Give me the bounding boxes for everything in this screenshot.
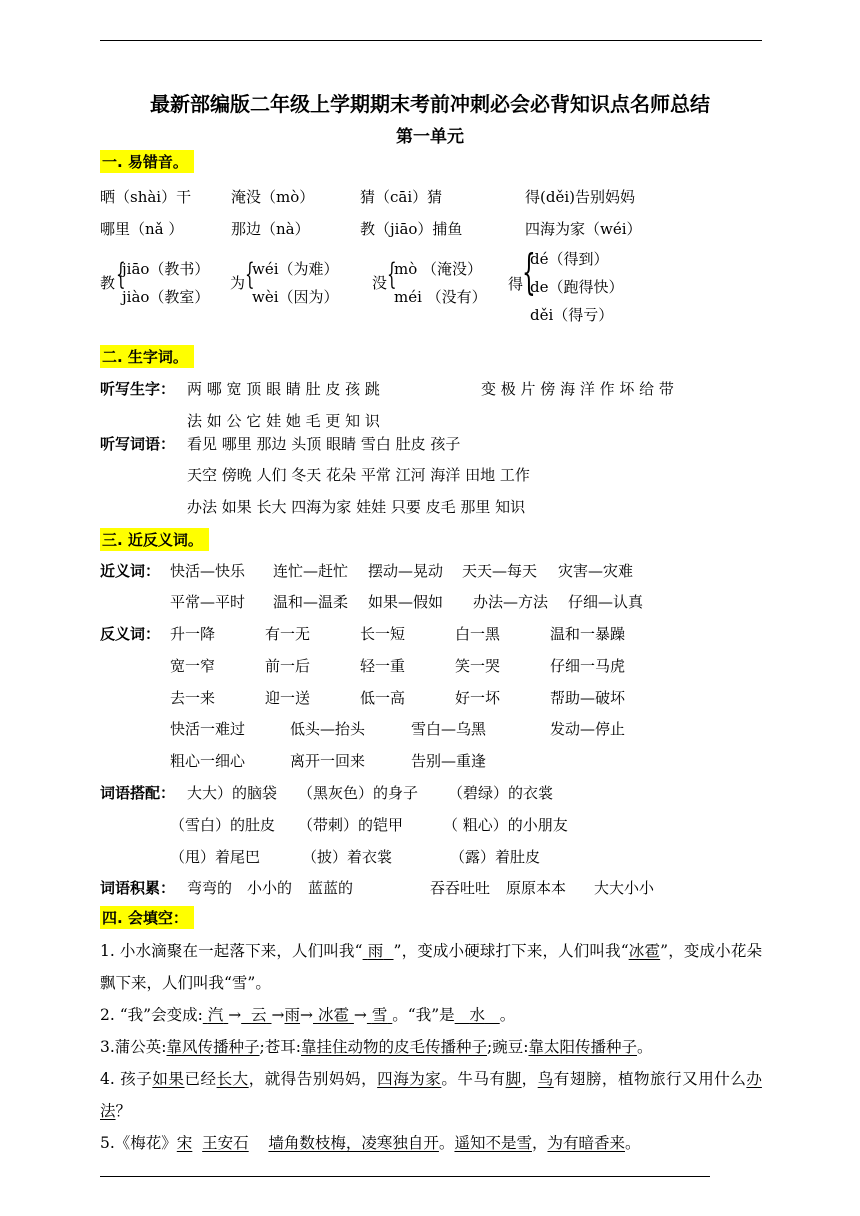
footer-rule <box>100 1176 710 1177</box>
section-heading-2: 二. 生字词。 <box>100 345 194 368</box>
fill-answer: 水 <box>469 1006 485 1024</box>
fill-text: 5.《梅花》 <box>100 1134 177 1152</box>
word-pair: 灾害—灾难 <box>558 562 634 580</box>
fill-answer: 墙角数枝梅，凌寒独自开 <box>268 1134 439 1152</box>
arrow-icon: → <box>300 1006 314 1024</box>
phrase: 大大）的脑袋 <box>187 784 278 802</box>
arrow-icon: → <box>228 1006 242 1024</box>
fill-text: ，就得告别妈妈， <box>248 1070 378 1088</box>
word: 小小的 <box>247 879 293 897</box>
pinyin-item: 猜（cāi）猜 <box>360 188 443 206</box>
fill-text: 。 <box>499 1006 516 1024</box>
fill-answer: 宋 <box>176 1134 193 1152</box>
ciyu-words: 看见 哪里 那边 头顶 眼睛 雪白 肚皮 孩子 <box>187 435 461 453</box>
pinyin-item: 淹没（mò） <box>231 188 315 206</box>
fill-answer: 汽 <box>207 1006 224 1024</box>
fill-answer: 王安石 <box>202 1134 249 1152</box>
fill-answer: 为有暗香来 <box>547 1134 625 1152</box>
word-pair: 升一降 <box>170 625 216 643</box>
phrase: （ 粗心）的小朋友 <box>443 816 568 834</box>
poly-char: 为 <box>230 274 246 292</box>
poly-char: 没 <box>372 274 388 292</box>
word-pair: 发动—停止 <box>550 720 626 738</box>
pinyin-item: 教（jiāo）捕鱼 <box>360 220 463 238</box>
fill-text: 4. 孩子 <box>100 1070 153 1088</box>
fill-text: ”，变成小硬球打下来，人们叫我“ <box>393 942 629 960</box>
jinyi-label: 近义词： <box>100 562 161 580</box>
word-pair: 平常—平时 <box>170 593 246 611</box>
fill-item-5 <box>100 1127 762 1159</box>
word-pair: 快活一难过 <box>170 720 246 738</box>
poly-char: 教 <box>100 274 116 292</box>
fill-item-4 <box>100 1063 762 1127</box>
fill-text: 。 <box>624 1134 641 1152</box>
fill-answer: 鸟 <box>537 1070 554 1088</box>
fill-text: ？ <box>115 1102 132 1120</box>
poly-char: 得 <box>508 275 524 293</box>
fill-answer: 长大 <box>216 1070 249 1088</box>
brace-icon: { <box>387 257 397 292</box>
poly-reading: wèi（因为） <box>252 288 339 306</box>
word-pair: 温和—温柔 <box>273 593 349 611</box>
word-pair: 轻一重 <box>360 657 406 675</box>
fill-text: 。牛马有 <box>441 1070 506 1088</box>
shengzi-chars: 变 极 片 傍 海 洋 作 坏 给 带 <box>481 380 674 398</box>
poly-reading: wéi（为难） <box>252 260 339 278</box>
word-pair: 低头—抬头 <box>290 720 366 738</box>
word: 吞吞吐吐 <box>430 879 491 897</box>
fill-text: 有翅膀，植物旅行又用什么 <box>553 1070 747 1088</box>
pinyin-item: 四海为家（wéi） <box>525 220 642 238</box>
phrase: （碧绿）的衣裳 <box>448 784 554 802</box>
fill-answer: 冰雹 <box>628 942 661 960</box>
fill-answer: 遥知不是雪 <box>454 1134 532 1152</box>
pinyin-item: 哪里（nǎ ） <box>100 220 184 238</box>
fill-answer: 脚 <box>505 1070 522 1088</box>
shengzi-chars: 两 哪 宽 顶 眼 睛 肚 皮 孩 跳 <box>187 380 380 398</box>
dapei-label: 词语搭配： <box>100 784 176 802</box>
jilei-label: 词语积累： <box>100 879 176 897</box>
word-pair: 天天—每天 <box>462 562 538 580</box>
pinyin-item: 晒（shài）干 <box>100 188 192 206</box>
word-pair: 长一短 <box>360 625 406 643</box>
shengzi-label: 听写生字： <box>100 380 176 398</box>
fill-text: 已经 <box>184 1070 217 1088</box>
fill-text: 。“我”是 <box>392 1006 455 1024</box>
fill-text: ， <box>531 1134 548 1152</box>
poly-reading: de（跑得快） <box>530 278 624 296</box>
word-pair: 雪白—乌黑 <box>411 720 487 738</box>
word-pair: 有一无 <box>265 625 311 643</box>
word-pair: 前一后 <box>265 657 311 675</box>
brace-icon: { <box>522 244 536 300</box>
fill-answer: 靠太阳传播种子 <box>528 1038 637 1056</box>
fill-item-1 <box>100 935 762 999</box>
ciyu-words: 天空 傍晚 人们 冬天 花朵 平常 江河 海洋 田地 工作 <box>187 466 530 484</box>
fill-text: 3.蒲公英: <box>100 1038 167 1056</box>
word: 大大小小 <box>594 879 655 897</box>
fill-answer: 四海为家 <box>377 1070 442 1088</box>
fill-answer: 靠风传播种子 <box>166 1038 260 1056</box>
word: 原原本本 <box>506 879 567 897</box>
word-pair: 低一高 <box>360 689 406 707</box>
fill-answer: 靠挂住动物的皮毛传播种子 <box>300 1038 487 1056</box>
word-pair: 仔细一马虎 <box>550 657 626 675</box>
fill-answer: 办法 <box>100 1070 762 1120</box>
fill-text: ;豌豆: <box>487 1038 529 1056</box>
word-pair: 粗心一细心 <box>170 752 246 770</box>
pinyin-item: 那边（nà） <box>231 220 310 238</box>
brace-icon: { <box>116 257 126 292</box>
ciyu-label: 听写词语： <box>100 435 176 453</box>
fanyi-label: 反义词： <box>100 625 161 643</box>
fill-answer: 雨 <box>284 1006 301 1024</box>
fill-item-2 <box>100 999 762 1031</box>
phrase: （露）着肚皮 <box>450 848 541 866</box>
header-rule <box>100 40 762 41</box>
phrase: （带刺）的铠甲 <box>298 816 404 834</box>
word: 弯弯的 <box>187 879 233 897</box>
word-pair: 白一黑 <box>455 625 501 643</box>
page-title: 最新部编版二年级上学期期末考前冲刺必会必背知识点名师总结 <box>150 92 710 116</box>
fill-text: 1. 小水滴聚在一起落下来，人们叫我“ <box>100 942 363 960</box>
poly-reading: méi （没有） <box>394 288 487 306</box>
word-pair: 好一坏 <box>455 689 501 707</box>
pinyin-item: 得(děi)告别妈妈 <box>525 188 635 206</box>
fill-text: ”，变成小花朵飘下来，人们叫我“雪”。 <box>100 942 762 992</box>
fill-text: ;苍耳: <box>259 1038 301 1056</box>
word-pair: 离开一回来 <box>290 752 366 770</box>
poly-reading: děi（得亏） <box>530 306 614 324</box>
poly-reading: dé（得到） <box>530 250 609 268</box>
fill-item-3 <box>100 1031 762 1063</box>
word-pair: 办法—方法 <box>473 593 549 611</box>
word-pair: 去一来 <box>170 689 216 707</box>
fill-text: 。 <box>636 1038 653 1056</box>
section-heading-1: 一. 易错音。 <box>100 150 194 173</box>
section-heading-4: 四. 会填空： <box>100 906 194 929</box>
fill-text: ， <box>521 1070 538 1088</box>
word-pair: 如果—假如 <box>368 593 444 611</box>
unit-title: 第一单元 <box>396 127 464 147</box>
fill-text: 2. “我”会变成: <box>100 1006 203 1024</box>
fill-answer: 冰雹 <box>317 1006 349 1024</box>
arrow-icon: → <box>353 1006 367 1024</box>
poly-reading: mò （淹没） <box>394 260 483 278</box>
word-pair: 迎一送 <box>265 689 311 707</box>
section-heading-3: 三. 近反义词。 <box>100 528 209 551</box>
word-pair: 摆动—晃动 <box>368 562 444 580</box>
fill-answer: 雨 <box>367 942 384 960</box>
phrase: （披）着衣裳 <box>302 848 393 866</box>
brace-icon: { <box>245 257 255 292</box>
word-pair: 告别—重逢 <box>411 752 487 770</box>
word-pair: 快活—快乐 <box>170 562 246 580</box>
shengzi-chars: 法 如 公 它 娃 她 毛 更 知 识 <box>187 412 380 430</box>
word-pair: 连忙—赶忙 <box>273 562 349 580</box>
fill-answer: 雪 <box>371 1006 388 1024</box>
word-pair: 笑一哭 <box>455 657 501 675</box>
word-pair: 仔细—认真 <box>568 593 644 611</box>
arrow-icon: → <box>271 1006 285 1024</box>
fill-answer: 云 <box>251 1006 267 1024</box>
ciyu-words: 办法 如果 长大 四海为家 娃娃 只要 皮毛 那里 知识 <box>187 498 526 516</box>
word: 蓝蓝的 <box>308 879 354 897</box>
fill-answer: 如果 <box>152 1070 185 1088</box>
phrase: （黑灰色）的身子 <box>298 784 419 802</box>
word-pair: 帮助—破坏 <box>550 689 626 707</box>
poly-reading: jiào（教室） <box>122 288 210 306</box>
word-pair: 宽一窄 <box>170 657 216 675</box>
fill-text: 。 <box>438 1134 455 1152</box>
word-pair: 温和一暴躁 <box>550 625 626 643</box>
phrase: （雪白）的肚皮 <box>170 816 276 834</box>
phrase: （甩）着尾巴 <box>170 848 261 866</box>
poly-reading: jiāo（教书） <box>122 260 210 278</box>
